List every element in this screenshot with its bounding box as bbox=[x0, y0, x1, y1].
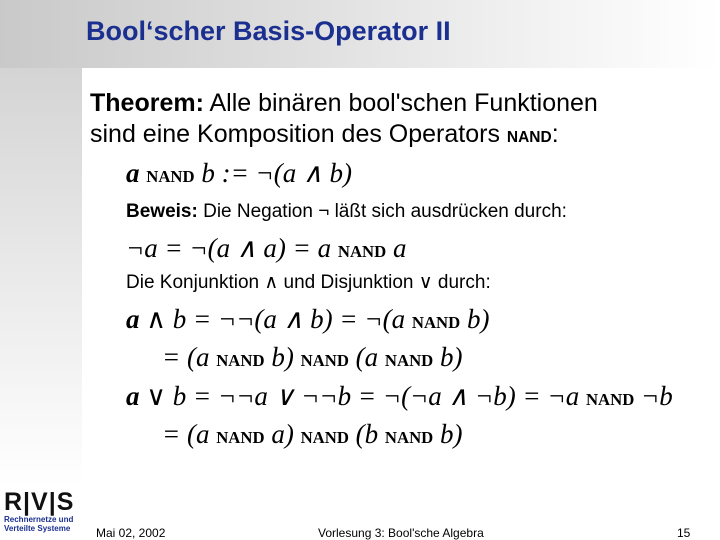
def-rest: b := ¬(a ∧ b) bbox=[194, 158, 353, 188]
konjunktion-text: Die Konjunktion ∧ und Disjunktion ∨ durch: bbox=[126, 272, 491, 293]
theorem-text-1: Alle binären bool'schen Funktionen bbox=[203, 89, 598, 117]
footer-course: Vorlesung 3: Bool'sche Algebra bbox=[318, 526, 484, 540]
theorem-line-2 bbox=[90, 120, 559, 149]
and2-nand-1: NAND bbox=[216, 351, 265, 370]
or2-nand-1: NAND bbox=[216, 428, 265, 447]
logo-line-1: Rechnernetze und bbox=[4, 515, 74, 524]
or1-op: ∨ bbox=[146, 381, 167, 411]
or2-nand-3: NAND bbox=[384, 428, 434, 447]
and2-p2: b) bbox=[264, 342, 301, 372]
footer-date: Mai 02, 2002 bbox=[96, 526, 166, 540]
logo-letters: R|V|S bbox=[4, 488, 75, 516]
or1-lhs: a bbox=[126, 381, 147, 411]
theorem-colon: : bbox=[551, 120, 559, 148]
beweis-label: Beweis: bbox=[126, 201, 198, 222]
formula-and-2 bbox=[162, 342, 463, 373]
beweis-text: Die Negation ¬ läßt sich ausdrücken durch: bbox=[197, 201, 567, 222]
formula-and-1 bbox=[126, 304, 489, 335]
beweis-line bbox=[126, 201, 567, 223]
and1-lhs: a bbox=[126, 304, 147, 334]
theorem-nand: NAND bbox=[506, 129, 552, 146]
or1-nand: NAND bbox=[585, 390, 635, 409]
or2-p4: b) bbox=[433, 419, 463, 449]
neg-rest: a bbox=[386, 233, 407, 263]
and2-p4: b) bbox=[433, 342, 463, 372]
or2-p2: a) bbox=[264, 419, 301, 449]
rvs-logo bbox=[2, 490, 82, 538]
or1-mid: b = ¬¬a ∨ ¬¬b = ¬(¬a ∧ ¬b) = ¬a bbox=[166, 381, 586, 411]
or2-p1: = (a bbox=[162, 419, 217, 449]
formula-or-1 bbox=[126, 381, 673, 412]
and1-mid: b = ¬¬(a ∧ b) = ¬(a bbox=[166, 304, 412, 334]
theorem-line-1 bbox=[90, 89, 598, 118]
or2-nand-2: NAND bbox=[300, 428, 349, 447]
def-nand: NAND bbox=[146, 167, 195, 186]
theorem-label: Theorem: bbox=[90, 89, 204, 117]
footer-page-number: 15 bbox=[677, 526, 691, 540]
def-a: a bbox=[126, 158, 147, 188]
and2-nand-3: NAND bbox=[384, 351, 434, 370]
logo-line-2: Verteilte Systeme bbox=[4, 524, 71, 533]
neg-lhs: ¬a = ¬(a ∧ a) = a bbox=[126, 233, 338, 263]
formula-nand-definition bbox=[126, 158, 352, 189]
and2-nand-2: NAND bbox=[300, 351, 349, 370]
konjunktion-line bbox=[126, 271, 491, 294]
theorem-text-2: sind eine Komposition des Operators bbox=[90, 120, 507, 148]
or2-p3: (b bbox=[348, 419, 385, 449]
and1-nand: NAND bbox=[411, 313, 461, 332]
and2-p3: (a bbox=[348, 342, 385, 372]
formula-or-2 bbox=[162, 419, 463, 450]
and2-p1: = (a bbox=[162, 342, 217, 372]
slide-title: Bool‘scher Basis-Operator II bbox=[86, 16, 451, 46]
and1-rest: b) bbox=[460, 304, 490, 334]
and1-op: ∧ bbox=[146, 304, 167, 334]
or1-rest: ¬b bbox=[634, 381, 673, 411]
neg-nand: NAND bbox=[337, 242, 387, 261]
formula-negation bbox=[126, 233, 406, 264]
